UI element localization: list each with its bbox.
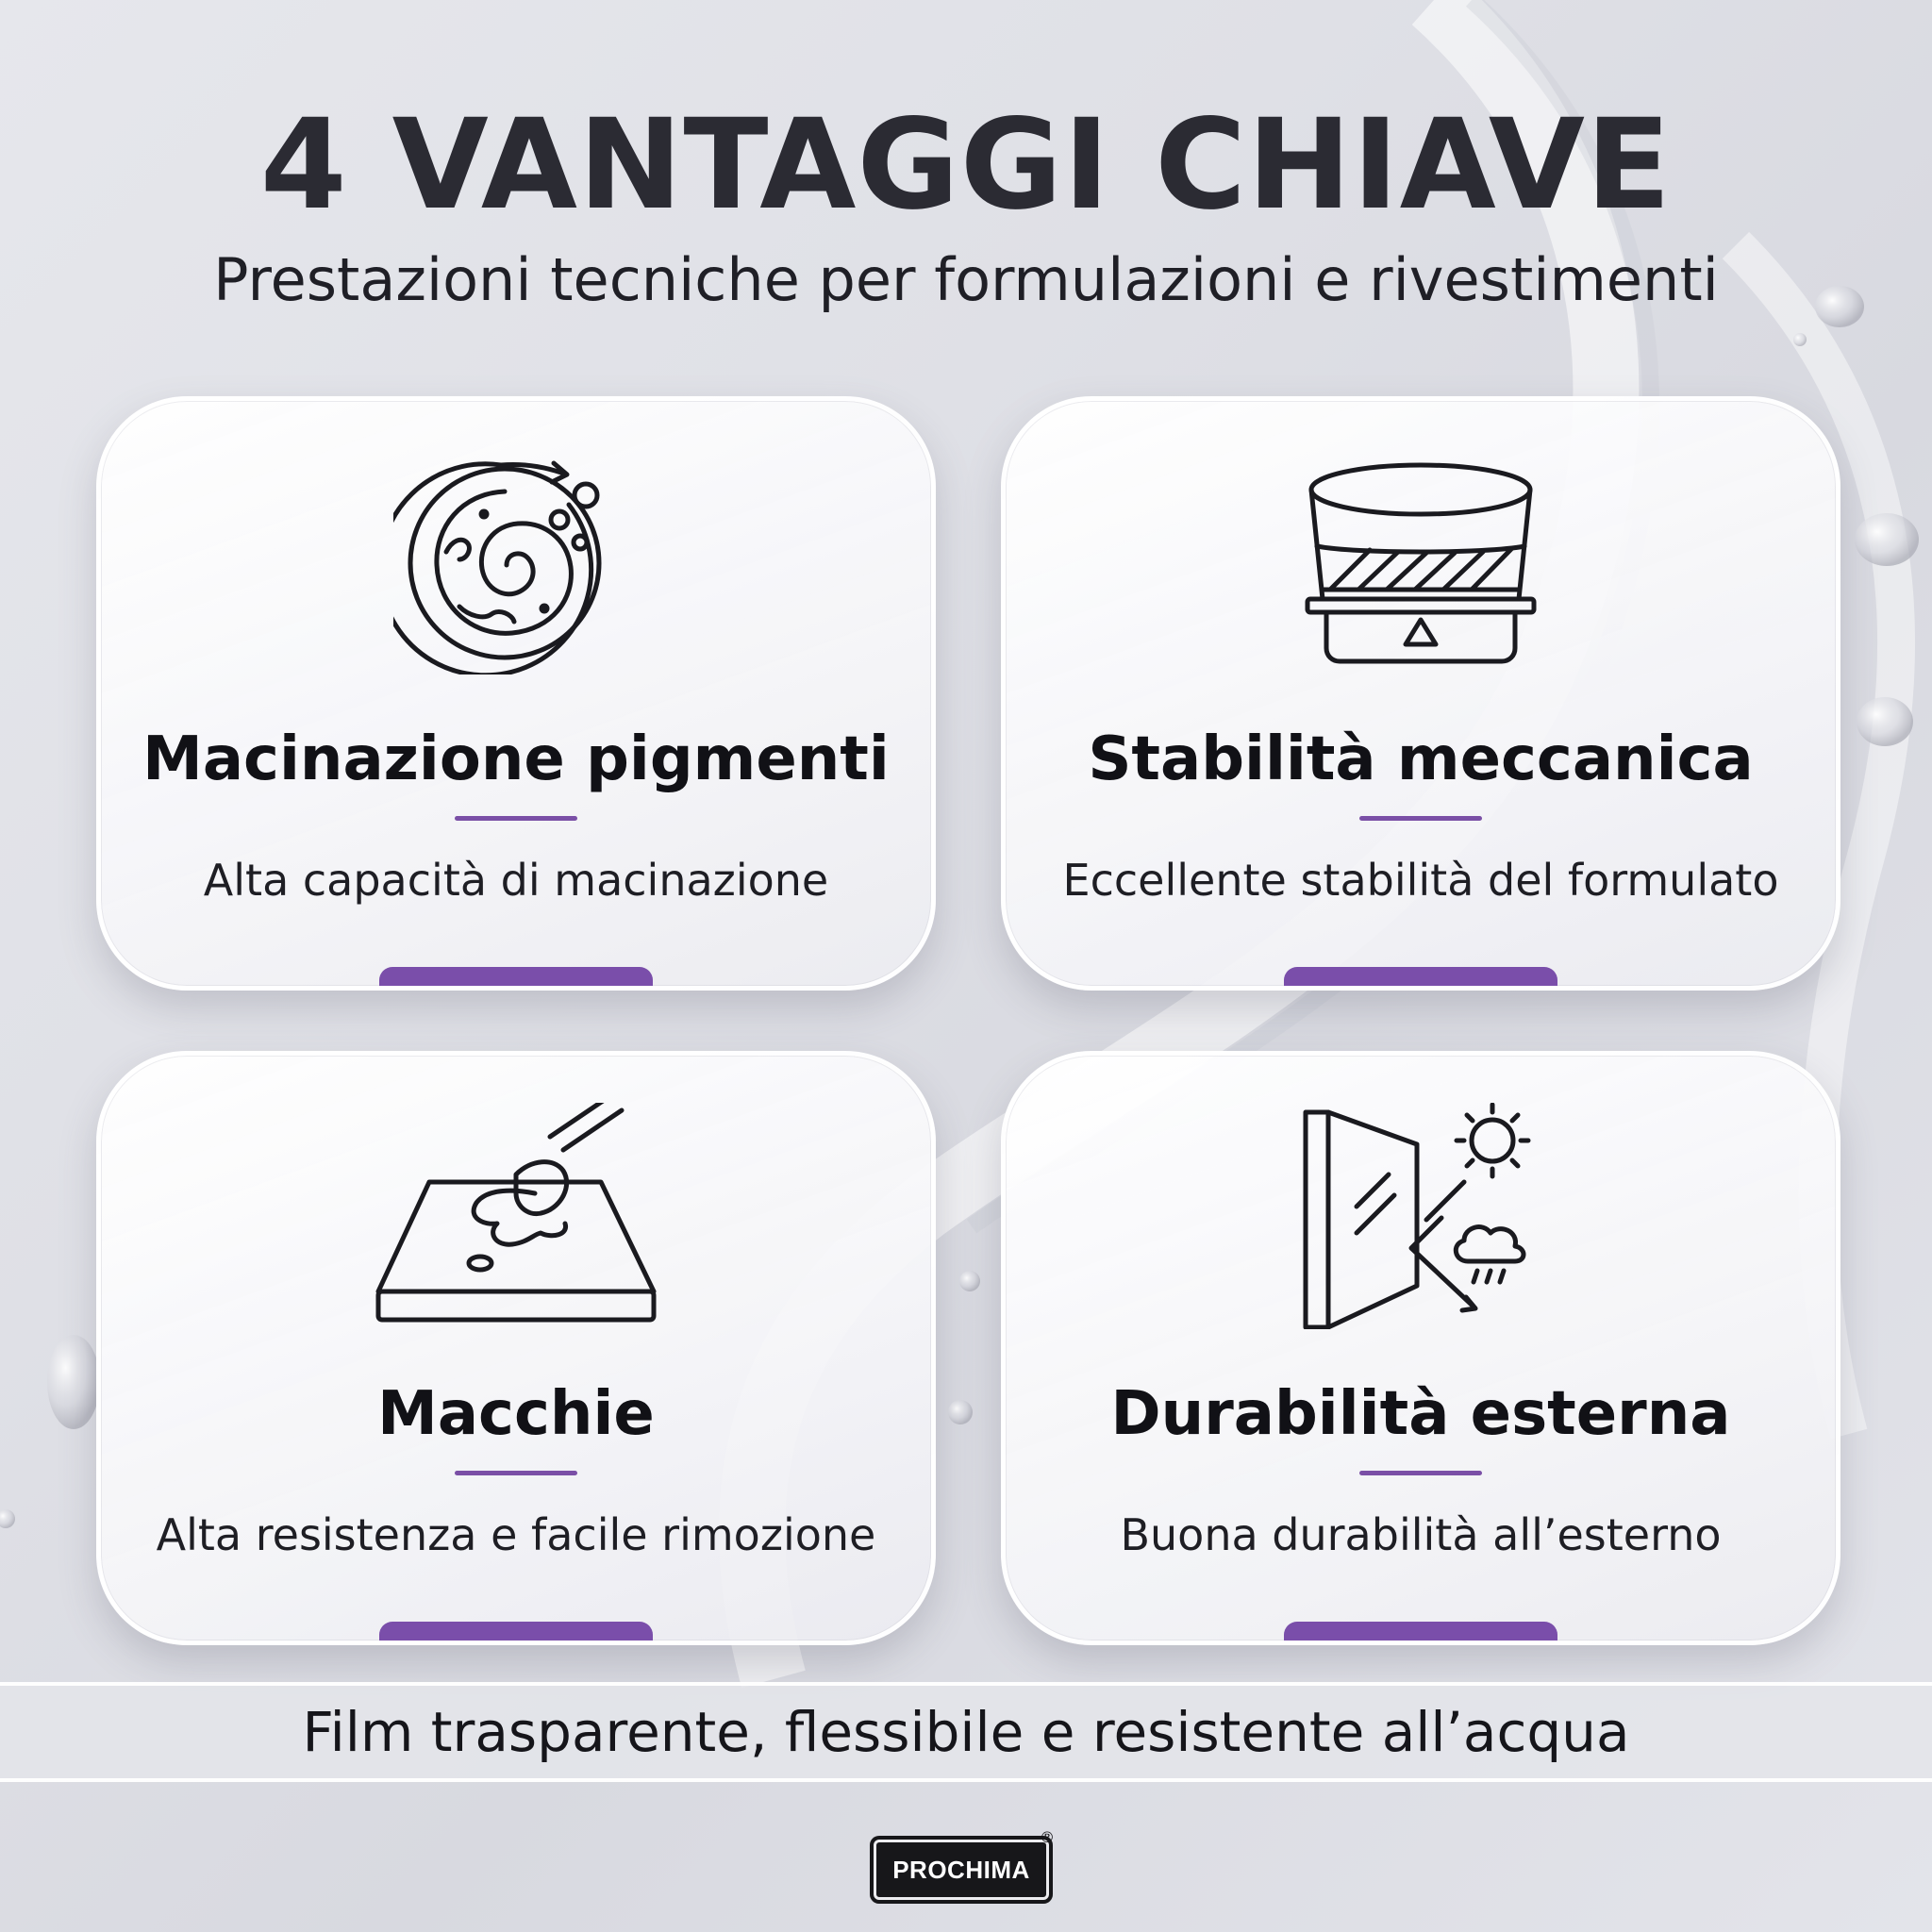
card-description: Alta resistenza e facile rimozione bbox=[156, 1509, 876, 1560]
card-accent-tab bbox=[379, 967, 653, 988]
benefit-card-pigment-grinding bbox=[96, 396, 936, 991]
page-title: 4 VANTAGGI CHIAVE bbox=[259, 92, 1673, 238]
title-underline bbox=[1359, 816, 1482, 821]
tagline: Film trasparente, flessibile e resistente all’acqua bbox=[302, 1700, 1630, 1764]
card-title: Stabilità meccanica bbox=[1088, 724, 1754, 794]
page-subtitle: Prestazioni tecniche per formulazioni e rivestimenti bbox=[213, 245, 1719, 314]
card-description: Buona durabilità all’esterno bbox=[1120, 1509, 1722, 1560]
mechanical-stability-container-icon bbox=[1006, 448, 1836, 675]
title-underline bbox=[455, 1471, 577, 1475]
card-description: Eccellente stabilità del formulato bbox=[1062, 855, 1779, 906]
pigment-grinding-swirl-icon bbox=[101, 448, 931, 675]
card-accent-tab bbox=[1284, 967, 1557, 988]
benefit-card-mechanical-stability bbox=[1001, 396, 1840, 991]
title-underline bbox=[1359, 1471, 1482, 1475]
registered-mark: ® bbox=[1040, 1828, 1055, 1846]
prochima-logo bbox=[870, 1828, 1055, 1904]
card-title: Macchie bbox=[377, 1379, 655, 1449]
title-underline bbox=[455, 816, 577, 821]
card-accent-tab bbox=[1284, 1622, 1557, 1642]
card-title: Macinazione pigmenti bbox=[142, 724, 890, 794]
card-accent-tab bbox=[379, 1622, 653, 1642]
outdoor-durability-weather-icon bbox=[1006, 1103, 1836, 1329]
stain-brush-surface-icon bbox=[101, 1103, 931, 1329]
logo-text: PROCHIMA bbox=[892, 1855, 1030, 1884]
card-description: Alta capacità di macinazione bbox=[203, 855, 829, 906]
benefit-card-outdoor-durability bbox=[1001, 1051, 1840, 1645]
card-title: Durabilità esterna bbox=[1110, 1379, 1731, 1449]
benefit-card-stains bbox=[96, 1051, 936, 1645]
